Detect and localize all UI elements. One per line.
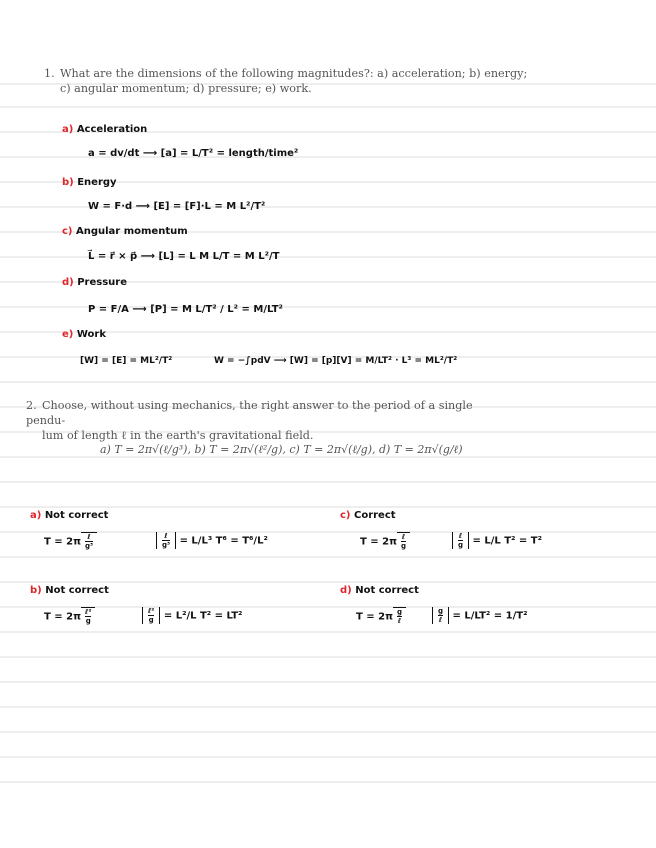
equation-acceleration: a = dv/dt ⟶ [a] = L/T² = length/time² bbox=[88, 148, 299, 159]
question-line: What are the dimensions of the following magnitudes?: a) acceleration; b) energy; bbox=[60, 67, 528, 80]
equation-energy: W = F·d ⟶ [E] = [F]·L = M L²/T² bbox=[88, 201, 266, 212]
equation-work-left: [W] = [E] = ML²/T² bbox=[80, 356, 173, 366]
answer-options: a) T = 2π√(ℓ/g³), b) T = 2π√(ℓ²/g), c) T = 2π√(ℓ/g), d) T = 2π√(g/ℓ) bbox=[100, 443, 463, 456]
verdict-b: b) Not correct bbox=[30, 585, 109, 596]
answer-heading: e) Work bbox=[62, 329, 106, 340]
check-b: $\frac{\text{ℓ²}}{g}$ = L²/L T² = LT² bbox=[142, 607, 242, 624]
verdict-c: c) Correct bbox=[340, 510, 396, 521]
check-a: $\frac{\text{ℓ}}{\text{g³}}$ = L/L³ T⁶ = T⁶/L² bbox=[156, 532, 268, 549]
question-1 bbox=[44, 66, 604, 96]
formula-d: T = 2π $\frac{g}{\text{ℓ}}$ bbox=[356, 607, 406, 625]
answer-heading: a) Acceleration bbox=[62, 124, 148, 135]
question-number: 2. bbox=[26, 399, 37, 412]
formula-b: T = 2π $\frac{\text{ℓ²}}{g}$ bbox=[44, 607, 95, 625]
formula-c: T = 2π $\frac{\text{ℓ}}{g}$ bbox=[360, 532, 410, 550]
answer-heading: c) Angular momentum bbox=[62, 226, 188, 237]
verdict-a: a) Not correct bbox=[30, 510, 109, 521]
answer-heading: d) Pressure bbox=[62, 277, 127, 288]
equation-work-right: W = −∫pdV ⟶ [W] = [p][V] = M/LT² · L³ = ML²/T² bbox=[214, 356, 458, 366]
answer-heading: b) Energy bbox=[62, 177, 117, 188]
question-number: 1. bbox=[44, 67, 55, 80]
verdict-d: d) Not correct bbox=[340, 585, 419, 596]
question-line: c) angular momentum; d) pressure; e) work. bbox=[60, 82, 312, 95]
question-2 bbox=[26, 398, 496, 443]
question-line: Choose, without using mechanics, the right answer to the period of a single pendu- bbox=[26, 399, 473, 427]
check-c: $\frac{\text{ℓ}}{g}$ = L/L T² = T² bbox=[452, 532, 542, 549]
question-line: lum of length ℓ in the earth's gravitational field. bbox=[42, 429, 314, 442]
equation-angular-momentum: L⃗ = r⃗ × p⃗ ⟶ [L] = L M L/T = M L²/T bbox=[88, 251, 280, 262]
formula-a: T = 2π $\frac{\text{ℓ}}{\text{g³}}$ bbox=[44, 532, 97, 550]
equation-pressure: P = F/A ⟶ [P] = M L/T² / L² = M/LT² bbox=[88, 304, 283, 315]
check-d: $\frac{g}{\text{ℓ}}$ = L/LT² = 1/T² bbox=[432, 607, 527, 624]
